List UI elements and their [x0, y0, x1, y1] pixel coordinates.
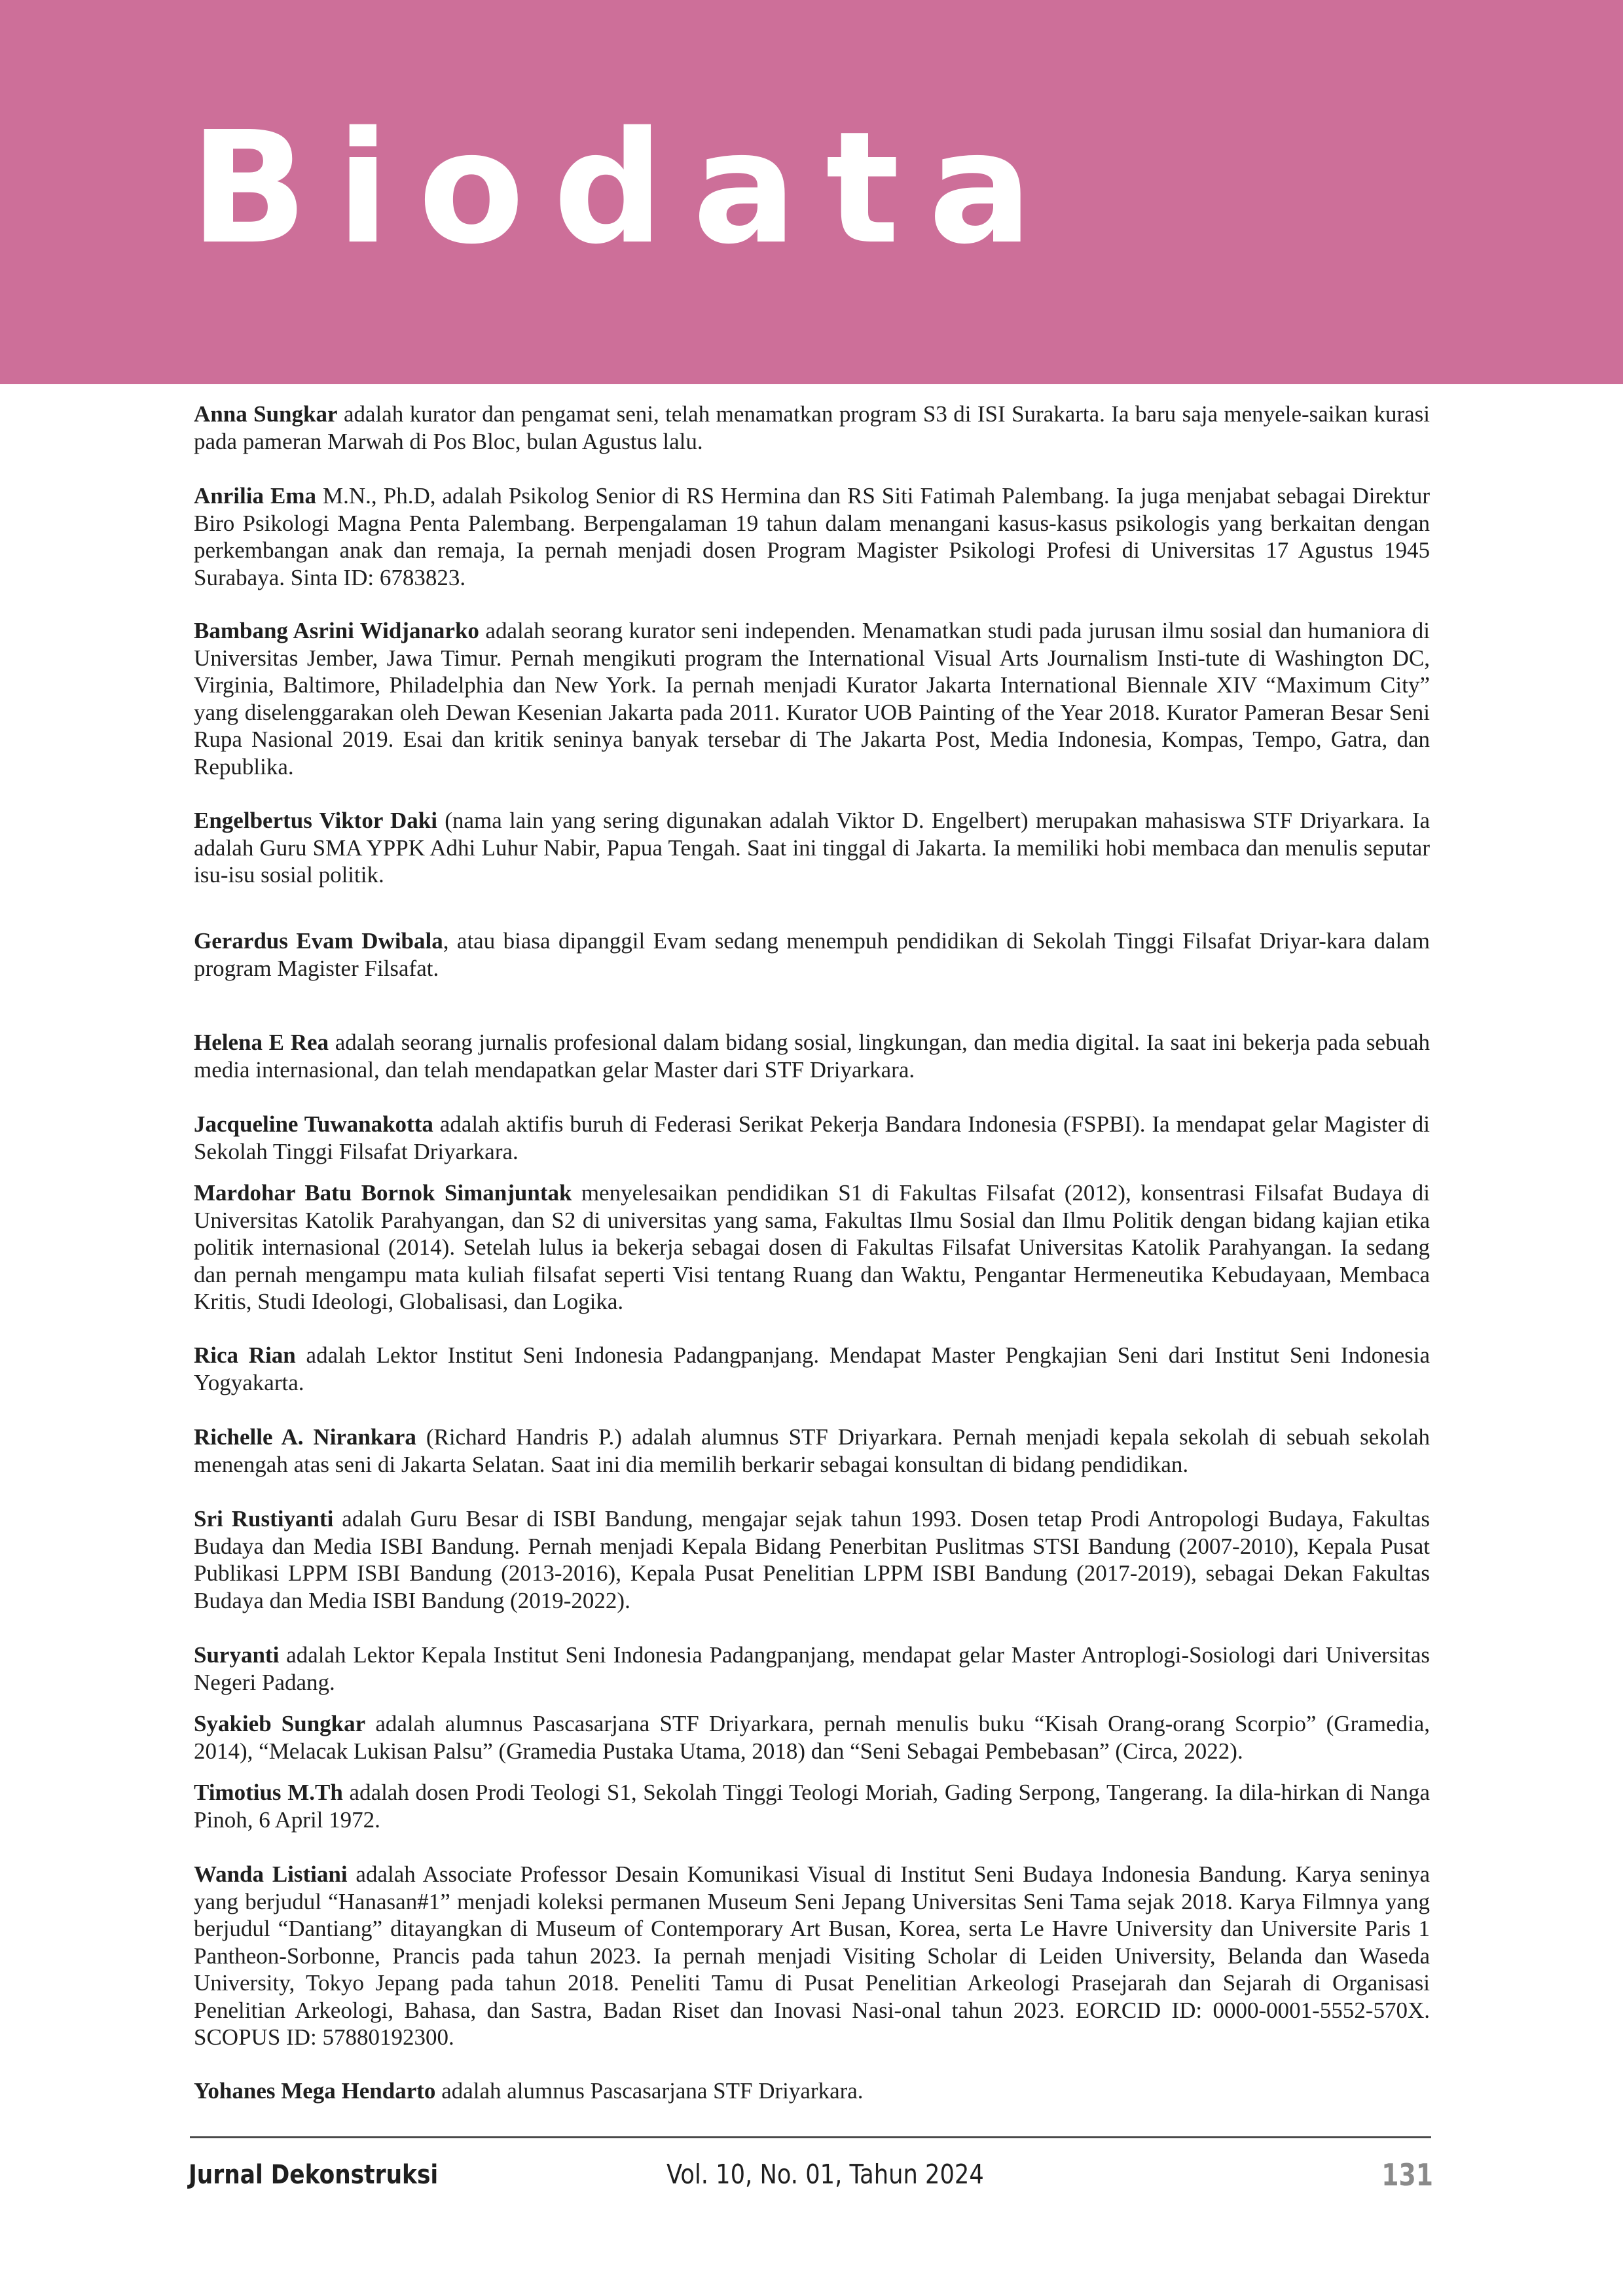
journal-name: Jurnal Dekonstruksi	[189, 2160, 439, 2190]
entry-name: Sri Rustiyanti	[194, 1506, 334, 1532]
entry-name: Rica Rian	[194, 1342, 296, 1368]
entry-name: Jacqueline Tuwanakotta	[194, 1111, 433, 1137]
biodata-entry	[194, 927, 1430, 982]
entry-text: M.N., Ph.D, adalah Psikolog Senior di RS Hermina dan RS Siti Fatimah Palembang. Ia juga menjabat sebagai Direktur Biro Psikologi Magna Penta Palembang. Berpengalaman 19 tahun dalam menangani kasus-kasus psikologis yang berkaitan dengan perkembangan anak dan remaja, Ia pernah menjadi dosen Program Magister Psikologi Profesi di Universitas 17 Agustus 1945 Surabaya. Sinta ID: 6783823.	[194, 483, 1431, 590]
entry-text: adalah alumnus Pascasarjana STF Driyarkara.	[435, 2078, 864, 2104]
entry-text: menyelesaikan pendidikan S1 di Fakultas Filsafat (2012), konsentrasi Filsafat Budaya di Universitas Katolik Parahyangan, dan S2 di universitas yang sama, Fakultas Ilmu Sosial dan Ilmu Politik dengan bidang kajian etika politik internasional (2014). Setelah lulus ia bekerja sebagai dosen di Fakultas Filsafat Universitas Katolik Parahyangan. Ia sedang dan pernah mengampu mata kuliah filsafat seperti Visi tentang Ruang dan Waktu, Pengantar Hermeneutika Kebudayaan, Membaca Kritis, Studi Ideologi, Globalisasi, dan Logika.	[194, 1180, 1430, 1314]
entry-text: adalah Lektor Kepala Institut Seni Indonesia Padangpanjang, mendapat gelar Master Antroplogi-Sosiologi dari Universitas Negeri Padang.	[194, 1642, 1430, 1695]
entry-text: adalah aktifis buruh di Federasi Serikat Pekerja Bandara Indonesia (FSPBI). Ia mendapat gelar Magister di Sekolah Tinggi Filsafat Driyarkara.	[194, 1111, 1430, 1164]
entry-text: adalah Associate Professor Desain Komunikasi Visual di Institut Seni Budaya Indonesia Bandung. Karya seninya yang berjudul “Hanasan#1” menjadi koleksi permanen Museum Seni Jepang Universitas Seni Tama sejak 2018. Karya Filmnya yang berjudul “Dantiang” ditayangkan di Museum of Contemporary Art Busan, Korea, serta Le Havre University dan Universite Paris 1 Pantheon-Sorbonne, Prancis pada tahun 2023. Ia pernah menjadi Visiting Scholar di Leiden University, Belanda dan Waseda University, Tokyo Jepang pada tahun 2018. Peneliti Tamu di Pusat Penelitian Arkeologi Prasejarah dan Sejarah di Organisasi Penelitian Arkeologi, Bahasa, dan Sastra, Badan Riset dan Inovasi Nasi-onal tahun 2023. EORCID ID: 0000-0001-5552-570X. SCOPUS ID: 57880192300.	[194, 1861, 1430, 2050]
entry-name: Wanda Listiani	[194, 1861, 348, 1887]
biodata-entry	[194, 1779, 1430, 1833]
biodata-entry	[194, 482, 1430, 591]
entry-name: Yohanes Mega Hendarto	[194, 2078, 436, 2104]
entry-text: (nama lain yang sering digunakan adalah Viktor D. Engelbert) merupakan mahasiswa STF Driyarkara. Ia adalah Guru SMA YPPK Adhi Luhur Nabir, Papua Tengah. Saat ini tinggal di Jakarta. Ia memiliki hobi membaca dan menulis seputar isu-isu sosial politik.	[194, 808, 1431, 888]
entry-name: Suryanti	[194, 1642, 280, 1668]
entry-name: Mardohar Batu Bornok Simanjuntak	[194, 1180, 572, 1206]
biodata-entry	[194, 807, 1430, 889]
footer-divider	[190, 2136, 1431, 2138]
entry-text: adalah seorang kurator seni independen. Menamatkan studi pada jurusan ilmu sosial dan humaniora di Universitas Jember, Jawa Timur. Pernah mengikuti program the International Visual Arts Journalism Insti-tute di Washington DC, Virginia, Baltimore, Philadelphia dan New York. Ia pernah menjadi Kurator Jakarta International Biennale XIV “Maximum City” yang diselenggarakan oleh Dewan Kesenian Jakarta pada 2011. Kurator UOB Painting of the Year 2018. Kurator Pameran Besar Seni Rupa Nasional 2019. Esai dan kritik seninya banyak tersebar di The Jakarta Post, Media Indonesia, Kompas, Tempo, Gatra, dan Republika.	[194, 618, 1430, 780]
biodata-entry	[194, 1029, 1430, 1083]
biodata-entry	[194, 1424, 1430, 1478]
biodata-entry	[194, 2077, 1430, 2105]
page-number: 131	[1381, 2157, 1433, 2193]
entry-name: Helena E Rea	[194, 1030, 329, 1055]
biodata-entry	[194, 1710, 1430, 1765]
entry-name: Gerardus Evam Dwibala	[194, 928, 443, 954]
entry-text: adalah Guru Besar di ISBI Bandung, mengajar sejak tahun 1993. Dosen tetap Prodi Antropologi Budaya, Fakultas Budaya dan Media ISBI Bandung. Pernah menjadi Kepala Bidang Penerbitan Puslitmas STSI Bandung (2007-2010), Kepala Pusat Publikasi LPPM ISBI Bandung (2013-2016), Kepala Pusat Penelitian LPPM ISBI Bandung (2017-2019), sebagai Dekan Fakultas Budaya dan Media ISBI Bandung (2019-2022).	[194, 1506, 1430, 1613]
entry-name: Timotius M.Th	[194, 1780, 343, 1805]
biodata-entry	[194, 401, 1430, 455]
entry-text: adalah kurator dan pengamat seni, telah menamatkan program S3 di ISI Surakarta. Ia baru saja menyele-saikan kurasi pada pameran Marwah di Pos Bloc, bulan Agustus lalu.	[194, 401, 1430, 454]
entry-name: Anrilia Ema	[194, 483, 316, 509]
entry-text: adalah dosen Prodi Teologi S1, Sekolah Tinggi Teologi Moriah, Gading Serpong, Tangerang. Ia dila-hirkan di Nanga Pinoh, 6 April 1972.	[194, 1780, 1430, 1833]
entry-text: adalah seorang jurnalis profesional dalam bidang sosial, lingkungan, dan media digital. Ia saat ini bekerja pada sebuah media internasional, dan telah mendapatkan gelar Master dari STF Driyarkara.	[194, 1030, 1430, 1083]
biodata-entry	[194, 1641, 1430, 1696]
biodata-entry	[194, 617, 1430, 780]
biodata-entry	[194, 1861, 1430, 2051]
page-title: Biodata	[190, 98, 1062, 278]
entry-text: , atau biasa dipanggil Evam sedang menempuh pendidikan di Sekolah Tinggi Filsafat Driyar-kara dalam program Magister Filsafat.	[194, 928, 1430, 981]
biodata-entry	[194, 1111, 1430, 1165]
volume-info: Vol. 10, No. 01, Tahun 2024	[666, 2159, 984, 2190]
entry-name: Engelbertus Viktor Daki	[194, 808, 437, 833]
entry-text: adalah alumnus Pascasarjana STF Driyarkara, pernah menulis buku “Kisah Orang-orang Scorpio” (Gramedia, 2014), “Melacak Lukisan Palsu” (Gramedia Pustaka Utama, 2018) dan “Seni Sebagai Pembebasan” (Circa, 2022).	[194, 1711, 1430, 1764]
entry-name: Bambang Asrini Widjanarko	[194, 618, 479, 643]
entry-text: (Richard Handris P.) adalah alumnus STF Driyarkara. Pernah menjadi kepala sekolah di sebuah sekolah menengah atas seni di Jakarta Selatan. Saat ini dia memilih berkarir sebagai konsultan di bidang pendidikan.	[194, 1424, 1430, 1477]
biodata-entry	[194, 1342, 1430, 1396]
biodata-entry	[194, 1179, 1430, 1316]
entry-name: Anna Sungkar	[194, 401, 338, 427]
entry-name: Syakieb Sungkar	[194, 1711, 366, 1736]
entry-name: Richelle A. Nirankara	[194, 1424, 416, 1450]
entry-text: adalah Lektor Institut Seni Indonesia Padangpanjang. Mendapat Master Pengkajian Seni dari Institut Seni Indonesia Yogyakarta.	[194, 1342, 1430, 1395]
biodata-entry	[194, 1505, 1430, 1614]
header-band	[0, 0, 1623, 384]
